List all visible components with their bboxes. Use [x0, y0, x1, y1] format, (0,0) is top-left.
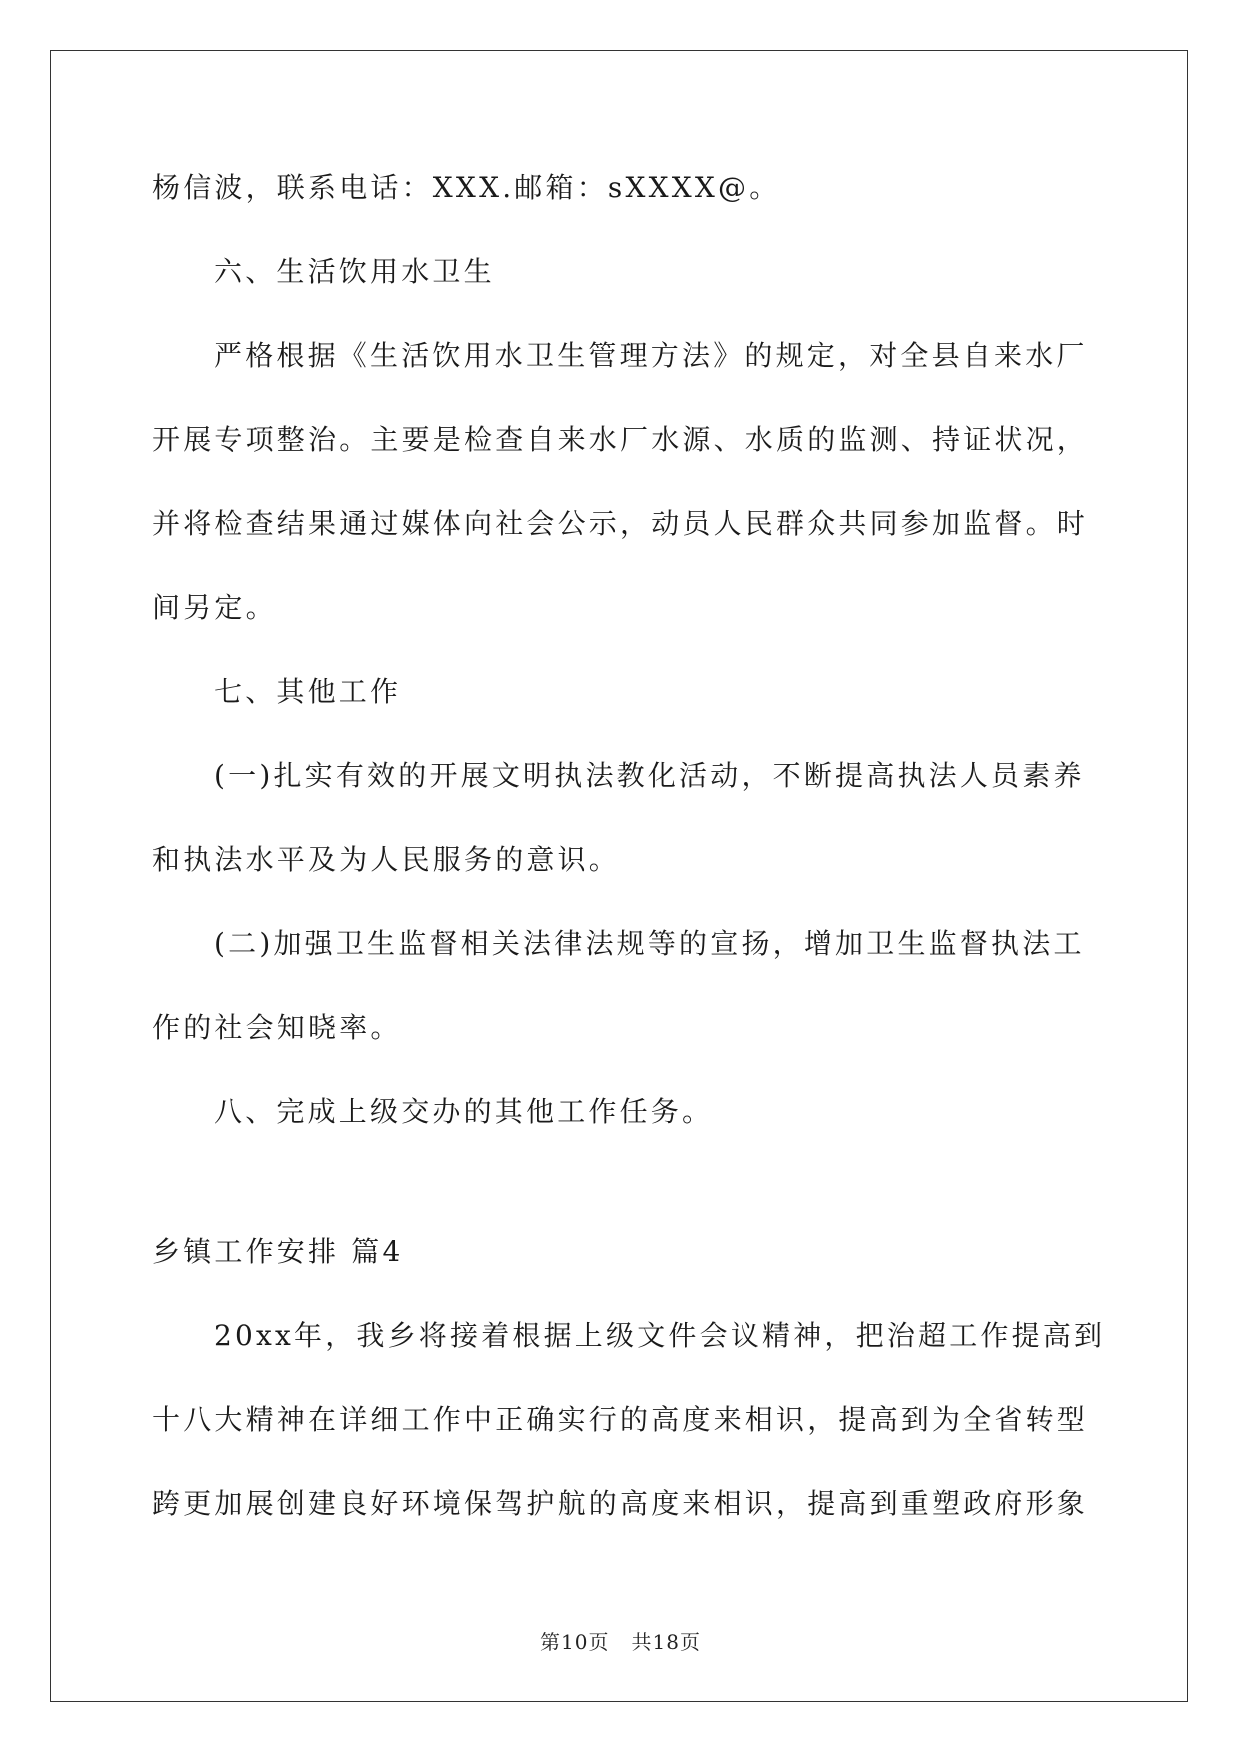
text-line: 和执法水平及为人民服务的意识。 [152, 843, 621, 876]
text-line: 开展专项整治。主要是检查自来水厂水源、水质的监测、持证状况， [152, 423, 1089, 456]
text-line: (二)加强卫生监督相关法律法规等的宣扬，增加卫生监督执法工 [214, 927, 1085, 960]
section-gap [152, 1176, 1092, 1232]
heading-other-work: 七、其他工作 [214, 675, 402, 708]
text-line: 杨信波，联系电话：XXX.邮箱：sXXXX@。 [152, 171, 781, 204]
heading-drinking-water: 六、生活饮用水卫生 [214, 255, 495, 288]
current-page-number: 第10页 [540, 1630, 610, 1654]
text-line: (一)扎实有效的开展文明执法教化活动，不断提高执法人员素养 [214, 759, 1085, 792]
text-line: 间另定。 [152, 591, 277, 624]
text-line: 十八大精神在详细工作中正确实行的高度来相识，提高到为全省转型 [152, 1403, 1089, 1436]
text-line: 并将检查结果通过媒体向社会公示，动员人民群众共同参加监督。时 [152, 507, 1089, 540]
text-line: 严格根据《生活饮用水卫生管理方法》的规定，对全县自来水厂 [214, 339, 1088, 372]
text-line: 跨更加展创建良好环境保驾护航的高度来相识，提高到重塑政府形象 [152, 1487, 1089, 1520]
page-footer [0, 1626, 1241, 1655]
text-line: 20xx年，我乡将接着根据上级文件会议精神，把治超工作提高到 [214, 1319, 1106, 1352]
heading-other-tasks: 八、完成上级交办的其他工作任务。 [214, 1095, 714, 1128]
section-title: 乡镇工作安排 篇4 [152, 1235, 404, 1268]
document-body [152, 168, 1106, 1568]
text-line: 作的社会知晓率。 [152, 1011, 402, 1044]
total-pages: 共18页 [631, 1630, 701, 1654]
